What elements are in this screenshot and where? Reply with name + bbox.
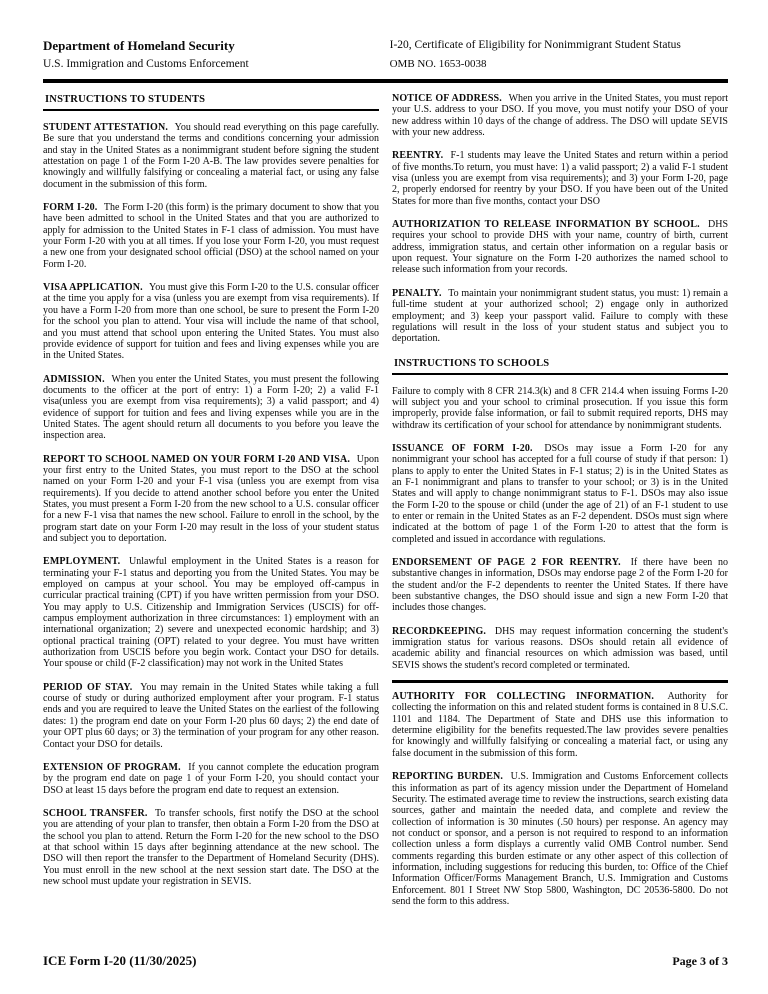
authority-collecting-info-paragraph	[392, 691, 728, 759]
schools-compliance-paragraph	[392, 386, 728, 431]
extension-of-program-paragraph-text: If you cannot complete the education program by the program end date on page 1 of your Form I-20, you should contact your DSO at least 15 days before the program end date to request an extension.	[43, 761, 379, 796]
school-transfer-paragraph-text: To transfer schools, first notify the DSO at the school you are attending of your plan to transfer, then obtain a Form I-20 from the DSO at the school you plan to attend. Return the Form I-20 for the new school to the DSO at that school within 15 days after beginning attendance at the new school. The DSO will then report the transfer to the Department of Homeland Security (DHS). You must enroll in the new school at the next session start date. The DSO at the new school must update your registration in SEVIS.	[43, 807, 379, 887]
school-transfer-paragraph	[43, 808, 379, 887]
visa-application-paragraph-text: You must give this Form I-20 to the U.S. consular officer at the time you apply for a visa (unless you are exempt from visa requirements). If you have a Form I-20 from more than one school, be sure to present the Form I-20 for the school you plan to attend. Your visa will include the name of that school, and you must attend that school upon entering the United States. You must also provide evidence of support for tuition and fees and living expenses while you are in the United States.	[43, 282, 379, 362]
issuance-of-form-i20-paragraph-heading: ISSUANCE OF FORM I-20.	[392, 442, 533, 454]
reentry-paragraph-heading: REENTRY.	[392, 150, 444, 162]
authority-collecting-info-paragraph-text: Authority for collecting the information on this and related student forms is contained in 8 U.S.C. 1101 and 1184. The Department of State and DHS use this information to determine eligibility for the benefits requested.The law provides severe penalties for knowingly and willfully falsifying or concealing a material fact, or using any false document in the submission of this form.	[392, 691, 729, 759]
masthead-left	[43, 36, 390, 74]
schools-compliance-paragraph-text: Failure to comply with 8 CFR 214.3(k) and 8 CFR 214.4 when issuing Forms I-20 will subject you and your school to criminal prosecution. If you issue this form improperly, provide false information, or fail to submit required reports, DHS may withdraw its certification of your school for attendance by nonimmigrant students.	[392, 385, 728, 431]
reentry-paragraph-text: F-1 students may leave the United States and return within a period of five months.To return, you must have: 1) a valid passport; 2) a valid F-1 student visa (unless you are exempt from visa requirements); and 3) your Form I-20, page 2, properly endorsed for reentry by your DSO. If you have been out of the United States for more than five months, contact your DSO	[392, 150, 728, 207]
extension-of-program-paragraph	[43, 762, 379, 796]
report-to-school-paragraph-heading: REPORT TO SCHOOL NAMED ON YOUR FORM I-20 AND VISA.	[43, 453, 350, 465]
authorization-release-info-paragraph	[392, 219, 728, 276]
authorization-release-info-paragraph-heading: AUTHORIZATION TO RELEASE INFORMATION BY SCHOOL.	[392, 219, 700, 231]
recordkeeping-paragraph-text: DHS may request information concerning the student's immigration status for various reasons. DSOs should retain all evidence of academic ability and financial resources on which admission was based, until SEVIS shows the student's record completed or terminated.	[392, 625, 729, 671]
endorsement-page2-reentry-paragraph-text: If there have been no substantive changes in information, DSOs may endorse page 2 of the Form I-20 for the student and/or the F-2 dependents to reenter the United States. If there have been substantive changes, the DSO should issue and sign a new Form I-20 that includes those changes.	[392, 557, 729, 614]
footer-page-number: Page 3 of 3	[672, 954, 728, 968]
visa-application-paragraph	[43, 282, 379, 361]
reporting-burden-paragraph	[392, 771, 728, 907]
instructions-to-schools-header: INSTRUCTIONS TO SCHOOLS	[392, 357, 728, 375]
masthead-right	[390, 36, 728, 74]
student-attestation-paragraph-text: You should read everything on this page carefully. Be sure that you understand the terms and conditions concerning your admission and stay in the United States as a nonimmigrant student before signing the student attestation on page 1 of the Form I-20 A-B. The law provides severe penalties for knowingly and willfully falsifying or concealing a material fact, or using any false document in the submission of this form.	[43, 122, 379, 190]
two-column-body	[43, 93, 728, 919]
employment-paragraph	[43, 556, 379, 669]
reporting-burden-paragraph-text: U.S. Immigration and Customs Enforcement collects this information as part of its agency mission under the Department of Homeland Security. The estimated average time to review the instructions, search existing data sources, gather and maintain the needed data, and complete and review the collection of information is 30 minutes (.50 hours) per response. An agency may not conduct or sponsor, and a person is not required to respond to an information collection unless a form displays a currently valid OMB Control number. Send comments regarding this burden estimate or any other aspect of this collection of information, including suggestions for reducing this burden, to: Office of the Chief Information Officer/Forms Management Branch, U.S. Immigration and Customs Enforcement. 801 I Street NW Stop 5800, Washington, DC 20536-5800. Do not send the form to this address.	[392, 771, 729, 907]
penalty-paragraph-text: To maintain your nonimmigrant student status, you must: 1) remain a full-time student at your authorized school; 2) engage only in authorized employment; and 3) keep your passport valid. Failure to comply with these regulations will result in the loss of your student status and subject you to deportation.	[392, 287, 728, 345]
employment-paragraph-heading: EMPLOYMENT.	[43, 556, 121, 568]
school-transfer-paragraph-heading: SCHOOL TRANSFER.	[43, 807, 148, 819]
notice-of-address-paragraph-text: When you arrive in the United States, you must report your U.S. address to your DSO. If you move, you must notify your DSO of your new address within 10 days of the change of address. The DSO will update SEVIS with your new address.	[392, 93, 728, 139]
page-footer	[43, 953, 728, 969]
recordkeeping-paragraph	[392, 626, 728, 671]
penalty-paragraph-heading: PENALTY.	[392, 287, 442, 299]
omb-number: OMB NO. 1653-0038	[389, 58, 487, 70]
instructions-to-students-header: INSTRUCTIONS TO STUDENTS	[43, 93, 379, 111]
form-i20-paragraph-heading: FORM I-20.	[43, 202, 98, 214]
agency-title: Department of Homeland Security	[43, 38, 235, 53]
admission-paragraph	[43, 374, 379, 442]
penalty-paragraph	[392, 288, 728, 345]
issuance-of-form-i20-paragraph-text: DSOs may issue a Form I-20 for any nonimmigrant your school has accepted for a full course of study if that person: 1) plans to apply to enter the United States in F-1 status; 2) is in the United States as an F-1 nonimmigrant and plans to transfer to your school; or 3) is in the United States and will apply to change nonimmigrant status to F-1. DSOs may also issue the Form I-20 to the spouse or child (under the age of 21) of an F-1 student to use to enter or remain in the United States as an F-2 dependent. DSOs must sign where indicated at the bottom of page 1 of the Form I-20 to attest that the form is completed and issued in accordance with regulations.	[392, 442, 729, 545]
visa-application-paragraph-heading: VISA APPLICATION.	[43, 282, 143, 294]
notice-of-address-paragraph	[392, 93, 728, 138]
admission-paragraph-heading: ADMISSION.	[43, 373, 105, 385]
authorization-release-info-paragraph-text: DHS requires your school to provide DHS with your name, country of birth, current address, immigration status, and certain other information on a regular basis or upon request. Your signature on the Form I-20 authorizes the named school to release such information from your records.	[392, 219, 729, 276]
form-title: I-20, Certificate of Eligibility for Nonimmigrant Student Status	[389, 39, 681, 51]
report-to-school-paragraph	[43, 454, 379, 545]
recordkeeping-paragraph-heading: RECORDKEEPING.	[392, 625, 487, 637]
student-attestation-paragraph	[43, 122, 379, 190]
masthead	[43, 36, 728, 74]
period-of-stay-paragraph-heading: PERIOD OF STAY.	[43, 681, 133, 693]
issuance-of-form-i20-paragraph	[392, 443, 728, 545]
form-i20-paragraph	[43, 202, 379, 270]
authority-divider-rule	[392, 680, 728, 683]
right-column	[392, 93, 728, 919]
admission-paragraph-text: When you enter the United States, you must present the following documents to the officer at the port of entry: 1) a Form I-20; 2) a valid F-1 visa(unless you are exempt from visa requirements); 3) a valid passport; and 4) evidence of support for tuition and fees and living expenses while you are in the United States. The agent should return all documents to you before you leave the inspection area.	[43, 373, 379, 442]
endorsement-page2-reentry-paragraph-heading: ENDORSEMENT OF PAGE 2 FOR REENTRY.	[392, 557, 621, 568]
student-attestation-paragraph-heading: STUDENT ATTESTATION.	[43, 122, 168, 133]
left-column	[43, 93, 379, 919]
notice-of-address-paragraph-heading: NOTICE OF ADDRESS.	[392, 93, 502, 104]
employment-paragraph-text: Unlawful employment in the United States is a reason for terminating your F-1 status and deporting you from the United States. You may be employed on campus at your school. You may be employed off-campus in curricular practical training (CPT) if you have written permission from your DSO. You may apply to U.S. Citizenship and Immigration Services (USCIS) for off-campus employment authorization in three circumstances: 1) employment with an international organization; 2) severe and unexpected economic hardship; and 3) optional practical training (OPT) related to your degree. You must have written authorization from USCIS before you begin work. Contact your DSO for details. Your spouse or child (F-2 classification) may not work in the United States	[43, 556, 379, 670]
sub-agency-title: U.S. Immigration and Customs Enforcement	[43, 58, 249, 70]
reentry-paragraph	[392, 150, 728, 207]
report-to-school-paragraph-text: Upon your first entry to the United States, you must report to the DSO at the school named on your Form I-20 and your F-1 visa (unless you are exempt from visa requirements). If you decide to attend another school before you enter the United States, you must present a Form I-20 from the new school to a U.S. consular officer for a new F-1 visa that names the new school. Failure to enroll in the school, by the program start date on your Form I-20 may result in the loss of your student status and subject you to deportation.	[43, 453, 380, 544]
form-i20-paragraph-text: The Form I-20 (this form) is the primary document to show that you have been admitted to school in the United States and that you are authorized to apply for admission to the United States in F-1 class of admission. You must have your Form I-20 with you at all times. If you lose your Form I-20, you must request a new one from your designated school official (DSO) at the school named on your Form I-20.	[43, 202, 379, 270]
footer-form-id: ICE Form I-20 (11/30/2025)	[43, 953, 197, 968]
period-of-stay-paragraph	[43, 682, 379, 750]
extension-of-program-paragraph-heading: EXTENSION OF PROGRAM.	[43, 761, 181, 773]
authority-collecting-info-paragraph-heading: AUTHORITY FOR COLLECTING INFORMATION.	[392, 691, 654, 703]
header-divider-rule	[43, 79, 728, 83]
endorsement-page2-reentry-paragraph	[392, 557, 728, 614]
reporting-burden-paragraph-heading: REPORTING BURDEN.	[392, 771, 504, 783]
period-of-stay-paragraph-text: You may remain in the United States while taking a full course of study or during authorized employment after your program. F-1 status ends and you are required to leave the United States on the earliest of the following dates: 1) the program end date on your Form I-20 plus 60 days; 2) the end date of your OPT plus 60 days; or 3) the termination of your program for any other reason. Contact your DSO for details.	[43, 681, 379, 750]
